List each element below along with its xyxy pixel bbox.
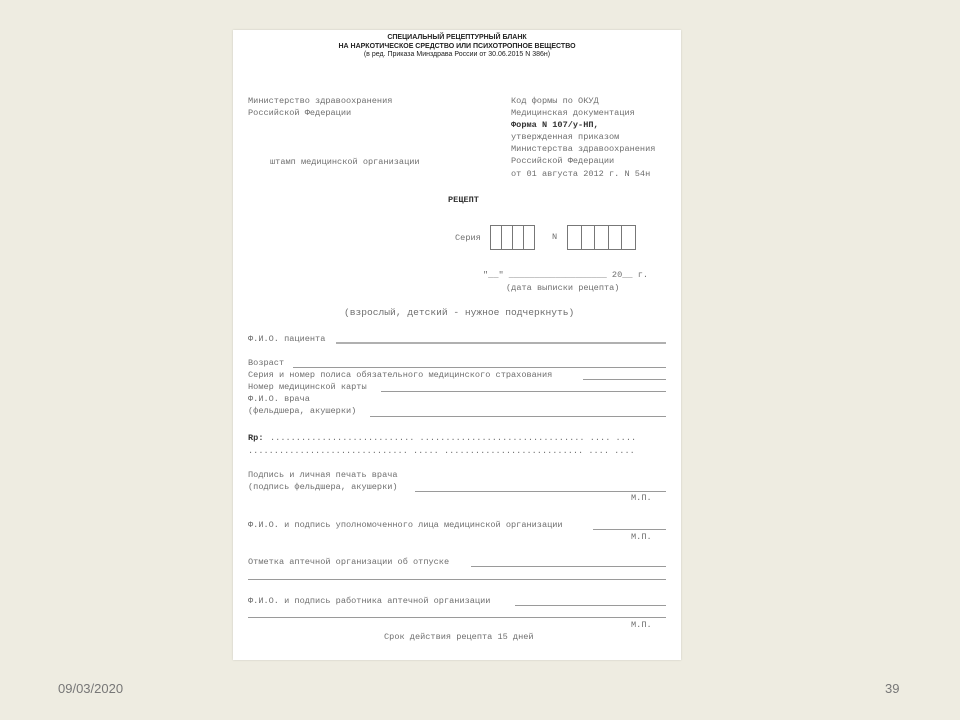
header-line-1: СПЕЦИАЛЬНЫЙ РЕЦЕПТУРНЫЙ БЛАНК bbox=[387, 34, 527, 41]
okud-label: Код формы по ОКУД bbox=[511, 96, 599, 106]
signature-label-2: (подпись фельдшера, акушерки) bbox=[248, 482, 398, 492]
rp-dots-2[interactable]: ............................... ..... ........................... .... .... bbox=[248, 446, 635, 456]
policy-label: Серия и номер полиса обязательного медицинского страхования bbox=[248, 370, 553, 380]
form-number: Форма N 107/у-НП, bbox=[511, 120, 599, 130]
mp-label-3: М.П. bbox=[631, 620, 652, 630]
approved-label: утвержденная приказом bbox=[511, 132, 620, 142]
doctor-label-1: Ф.И.О. врача bbox=[248, 394, 310, 404]
slide-date: 09/03/2020 bbox=[58, 681, 124, 696]
series-cells[interactable] bbox=[490, 225, 535, 250]
pharmacy-worker-line[interactable] bbox=[515, 605, 666, 606]
card-line[interactable] bbox=[381, 391, 666, 392]
card-label: Номер медицинской карты bbox=[248, 382, 367, 392]
number-label: N bbox=[552, 232, 558, 242]
pharmacy-worker-label: Ф.И.О. и подпись работника аптечной организации bbox=[248, 596, 491, 606]
form-header bbox=[233, 34, 681, 60]
age-label: Возраст bbox=[248, 358, 285, 368]
header-line-2: НА НАРКОТИЧЕСКОЕ СРЕДСТВО ИЛИ ПСИХОТРОПНОЕ ВЕЩЕСТВО bbox=[338, 42, 576, 50]
patient-name-label: Ф.И.О. пациента bbox=[248, 334, 326, 344]
order-date: от 01 августа 2012 г. N 54н bbox=[511, 169, 651, 179]
date-line[interactable]: "__" ___________________ 20__ г. bbox=[483, 270, 649, 280]
date-caption: (дата выписки рецепта) bbox=[506, 283, 620, 293]
authorized-label: Ф.И.О. и подпись уполномоченного лица медицинской организации bbox=[248, 520, 563, 530]
ministry-right-1: Министерства здравоохранения bbox=[511, 144, 656, 154]
authorized-line[interactable] bbox=[593, 529, 666, 530]
series-label: Серия bbox=[455, 233, 481, 243]
patient-name-line[interactable] bbox=[336, 342, 666, 344]
pharmacy-mark-label: Отметка аптечной организации об отпуске bbox=[248, 557, 450, 567]
pharmacy-mark-line-2[interactable] bbox=[248, 579, 666, 580]
pharmacy-mark-line[interactable] bbox=[471, 566, 666, 567]
pharmacy-worker-line-2[interactable] bbox=[248, 617, 666, 618]
doctor-label-2: (фельдшера, акушерки) bbox=[248, 406, 357, 416]
ministry-right-2: Российской Федерации bbox=[511, 156, 615, 166]
header-line-3: (в ред. Приказа Минздрава России от 30.06.2015 N 386н) bbox=[363, 51, 551, 58]
age-group-label: (взрослый, детский - нужное подчеркнуть) bbox=[344, 307, 575, 318]
ministry-line-1: Министерство здравоохранения bbox=[248, 96, 393, 106]
rp-dots-1[interactable]: ............................ ................................ .... .... bbox=[270, 433, 637, 443]
rp-label: Rp: bbox=[248, 433, 264, 443]
prescription-form bbox=[233, 30, 681, 660]
slide-number: 39 bbox=[885, 681, 900, 696]
prescription-title: РЕЦЕПТ bbox=[448, 195, 479, 205]
policy-line[interactable] bbox=[583, 379, 666, 380]
signature-line[interactable] bbox=[415, 491, 666, 492]
doctor-line[interactable] bbox=[370, 416, 666, 417]
validity-label: Срок действия рецепта 15 дней bbox=[384, 632, 534, 642]
med-doc-label: Медицинская документация bbox=[511, 108, 635, 118]
age-line[interactable] bbox=[293, 367, 666, 368]
signature-label-1: Подпись и личная печать врача bbox=[248, 470, 398, 480]
number-cells[interactable] bbox=[567, 225, 636, 250]
mp-label-2: М.П. bbox=[631, 532, 652, 542]
ministry-line-2: Российской Федерации bbox=[248, 108, 352, 118]
stamp-label: штамп медицинской организации bbox=[270, 157, 420, 167]
mp-label-1: М.П. bbox=[631, 493, 652, 503]
